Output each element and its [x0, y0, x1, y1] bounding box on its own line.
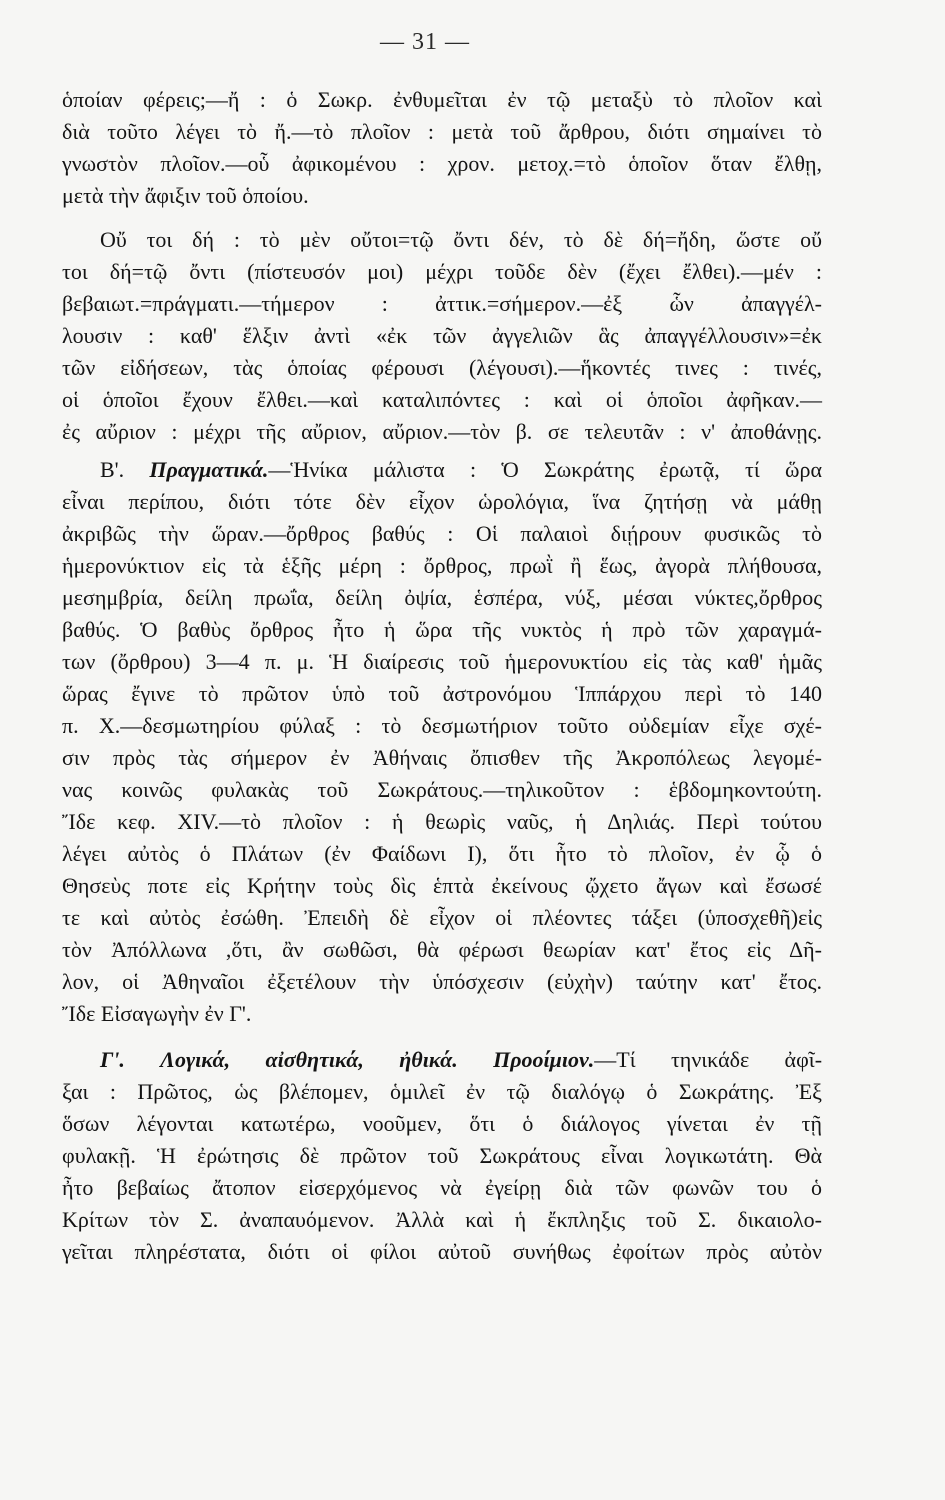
text-line: ἦτο βεβαίως ἄτοπον εἰσερχόμενος νὰ ἐγείρῃ διὰ τῶν φωνῶν του ὁ [62, 1175, 822, 1200]
text-line: των (ὄρθρου) 3—4 π. μ. Ἡ διαίρεσις τοῦ ἡμερονυκτίου εἰς τὰς καθ' ἡμᾶς [62, 649, 822, 674]
text-line: Ἴδε Εἰσαγωγὴν ἐν Γ'. [62, 1001, 252, 1026]
section-text: —Ἡνίκα μάλιστα : Ὁ Σωκράτης ἐρωτᾷ, τί ὥρα [268, 457, 822, 482]
text-line: π. Χ.—δεσμωτηρίου φύλαξ : τὸ δεσμωτήριον τοῦτο οὐδεμίαν εἶχε σχέ- [62, 713, 822, 738]
text-line: βαθύς. Ὁ βαθὺς ὄρθρος ἦτο ἡ ὥρα τῆς νυκτὸς ἡ πρὸ τῶν χαραγμά- [62, 617, 822, 642]
text-line: τοι δή=τῷ ὄντι (πίστευσόν μοι) μέχρι τοῦδε δὲν (ἔχει ἔλθει).—μέν : [62, 259, 822, 284]
text-line: εἶναι περίπου, διότι τότε δὲν εἶχον ὡρολόγια, ἵνα ζητήσῃ νὰ μάθῃ [62, 489, 822, 514]
section-text: —Τί τηνικάδε ἀφῖ- [594, 1047, 823, 1072]
text-line: ξαι : Πρῶτος, ὡς βλέπομεν, ὁμιλεῖ ἐν τῷ διαλόγῳ ὁ Σωκράτης. Ἐξ [62, 1079, 822, 1104]
text-line: λέγει αὐτὸς ὁ Πλάτων (ἐν Φαίδωνι I), ὅτι ἦτο τὸ πλοῖον, ἐν ᾧ ὁ [62, 841, 822, 866]
section-heading-line [62, 454, 822, 486]
text-line: νας κοινῶς φυλακὰς τοῦ Σωκράτους.—τηλικοῦτον : ἑβδομηκοντούτη. [62, 777, 822, 802]
paragraph [62, 84, 822, 212]
text-line: τῶν εἰδήσεων, τὰς ὁποίας φέρουσι (λέγουσι).—ἥκοντές τινες : τινές, [62, 355, 822, 380]
text-line: ὅσων λέγονται κατωτέρω, νοοῦμεν, ὅτι ὁ διάλογος γίνεται ἐν τῇ [62, 1111, 822, 1136]
paragraph [62, 1044, 822, 1268]
text-line: σιν πρὸς τὰς σήμερον ἐν Ἀθήναις ὄπισθεν τῆς Ἀκροπόλεως λεγομέ- [62, 745, 822, 770]
section-number: Γ'. [100, 1047, 125, 1072]
text-line: ὥρας ἔγινε τὸ πρῶτον ὑπὸ τοῦ ἀστρονόμου Ἱππάρχου περὶ τὸ 140 [62, 681, 822, 706]
paragraph [62, 224, 822, 448]
section-title: Πραγματικά. [149, 457, 269, 482]
text-line: λον, οἱ Ἀθηναῖοι ἐξετέλουν τὴν ὑπόσχεσιν (εὐχὴν) ταύτην κατ' ἔτος. [62, 969, 822, 994]
text-line: ὁποίαν φέρεις;—ἤ : ὁ Σωκρ. ἐνθυμεῖται ἐν τῷ μεταξὺ τὸ πλοῖον καὶ [62, 87, 822, 112]
text-line: γεῖται πληρέστατα, διότι οἱ φίλοι αὐτοῦ συνήθως ἐφοίτων πρὸς αὐτὸν [62, 1239, 822, 1264]
text-line: μετὰ τὴν ἄφιξιν τοῦ ὁποίου. [62, 183, 309, 208]
text-line: ἐς αὔριον : μέχρι τῆς αὔριον, αὔριον.—τὸν β. σε τελευτᾶν : ν' ἀποθάνῃς. [62, 419, 822, 444]
text-line: γνωστὸν πλοῖον.—οὗ ἀφικομένου : χρον. μετοχ.=τὸ ὁποῖον ὅταν ἔλθῃ, [62, 151, 822, 176]
section-number: Β'. [100, 457, 125, 482]
text-line: Θησεὺς ποτε εἰς Κρήτην τοὺς δὶς ἑπτὰ ἐκείνους ᾤχετο ἄγων καὶ ἔσωσέ [62, 873, 822, 898]
text-line: τε καὶ αὐτὸς ἐσώθη. Ἐπειδὴ δὲ εἶχον οἱ πλέοντες τάξει (ὑποσχεθῆ)εἰς [62, 905, 822, 930]
text-line: βεβαιωτ.=πράγματι.—τήμερον : ἀττικ.=σήμερον.—ἐξ ὧν ἀπαγγέλ- [62, 291, 822, 316]
page-text [62, 84, 822, 1268]
text-line: ἡμερονύκτιον εἰς τὰ ἑξῆς μέρη : ὄρθρος, πρωῒ ἢ ἕως, ἀγορὰ πλήθουσα, [62, 553, 822, 578]
section-title: Λογικά, αἰσθητικά, ἠθικά. Προοίμιον. [160, 1047, 595, 1072]
paragraph [62, 454, 822, 1030]
text-line: μεσημβρία, δείλη πρωΐα, δείλη ὀψία, ἑσπέρα, νύξ, μέσαι νύκτες,ὄρθρος [62, 585, 822, 610]
text-line: διὰ τοῦτο λέγει τὸ ἤ.—τὸ πλοῖον : μετὰ τοῦ ἄρθρου, διότι σημαίνει τὸ [62, 119, 822, 144]
text-line: λουσιν : καθ' ἕλξιν ἀντὶ «ἐκ τῶν ἀγγελιῶν ἃς ἀπαγγέλλουσιν»=ἐκ [62, 323, 822, 348]
text-line: Οὔ τοι δή : τὸ μὲν οὔτοι=τῷ ὄντι δέν, τὸ δὲ δή=ἤδη, ὥστε οὔ [100, 227, 822, 252]
text-line: τὸν Ἀπόλλωνα ,ὅτι, ἂν σωθῶσι, θὰ φέρωσι θεωρίαν κατ' ἔτος εἰς Δῆ- [62, 937, 822, 962]
section-heading-line [62, 1044, 822, 1076]
text-line: οἱ ὁποῖοι ἔχουν ἔλθει.—καὶ καταλιπόντες : καὶ οἱ ὁποῖοι ἀφῆκαν.— [62, 387, 822, 412]
text-line: Ἴδε κεφ. XIV.—τὸ πλοῖον : ἡ θεωρὶς ναῦς, ἡ Δηλιάς. Περὶ τούτου [62, 809, 822, 834]
text-line: Κρίτων τὸν Σ. ἀναπαυόμενον. Ἀλλὰ καὶ ἡ ἔκπληξις τοῦ Σ. δικαιολο- [62, 1207, 822, 1232]
text-line: ἀκριβῶς τὴν ὥραν.—ὄρθρος βαθύς : Οἱ παλαιοὶ διῄρουν φυσικῶς τὸ [62, 521, 822, 546]
text-line: φυλακῇ. Ἡ ἐρώτησις δὲ πρῶτον τοῦ Σωκράτους εἶναι λογικωτάτη. Θὰ [62, 1143, 822, 1168]
page-number: — 31 — [380, 29, 470, 55]
